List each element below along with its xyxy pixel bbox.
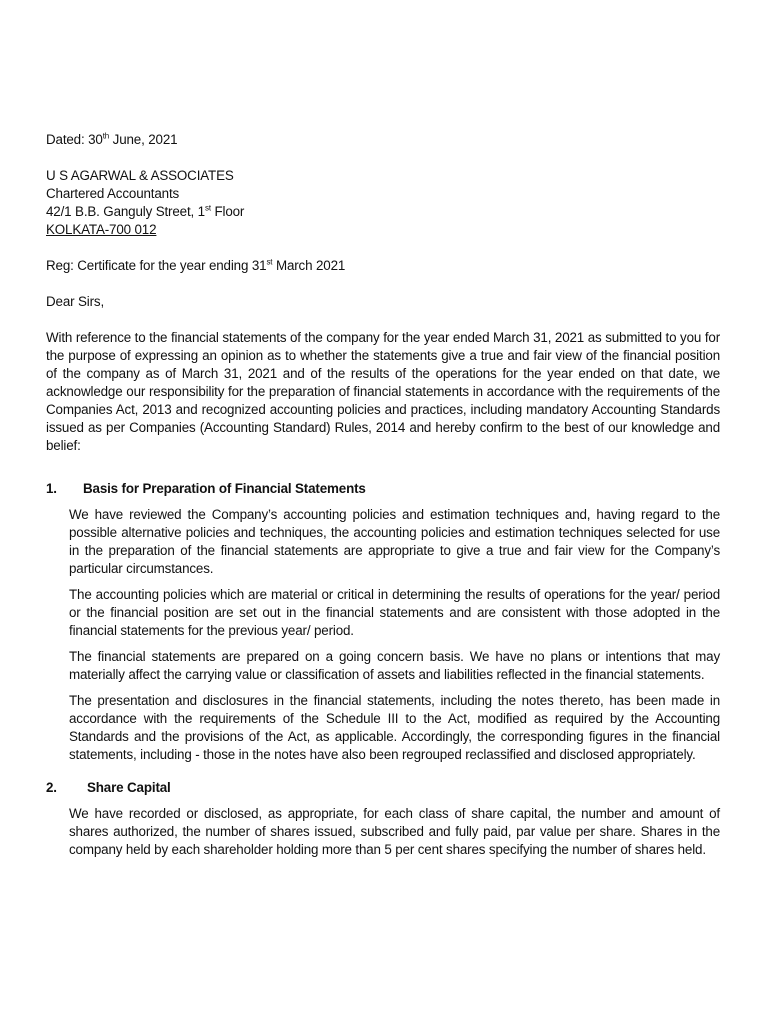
paragraph: The accounting policies which are material or critical in determining the results of operations for the year/ period or the financial position are set out in the financial statements and are consistent with those adopted in the financial statements for the previous year/ period. [69,587,720,638]
city-line: KOLKATA-700 012 [46,222,157,237]
street-address: 42/1 B.B. Ganguly Street, 1st Floor [46,203,245,219]
firm-name: U S AGARWAL & ASSOCIATES [46,168,234,183]
paragraph: We have reviewed the Company’s accounting policies and estimation techniques and, having regard to the possible alternative policies and techniques, the accounting policies and estimation techniques selected for use in the preparation of the financial statements are appropriate to give a true and fair view for the Company’s particular circumstances. [69,507,720,576]
paragraph: The financial statements are prepared on a going concern basis. We have no plans or intentions that may materially affect the carrying value or classification of assets and liabilities reflected in the financial statements. [69,649,720,682]
section-heading-2 [46,779,720,797]
intro-paragraph: With reference to the financial statements of the company for the year ended March 31, 2021 as submitted to you for the purpose of expressing an opinion as to whether the statements give a true and fair view of the financial position of the company as of March 31, 2021 and of the results of the operations for the year ended on that date, we acknowledge our responsibility for the preparation of financial statements in accordance with the requirements of the Companies Act, 2013 and recognized accounting policies and practices, including mandatory Accounting Standards issued as per Companies (Accounting Standard) Rules, 2014 and hereby confirm to the best of our knowledge and belief: [46,330,720,453]
section-number: 1. [46,481,57,496]
section-number: 2. [46,780,57,795]
paragraph: The presentation and disclosures in the financial statements, including the notes thereto, has been made in accordance with the requirements of the Schedule III to the Act, modified as required by the Accounting Standards and the provisions of the Act, as applicable. Accordingly, the corresponding figures in the financial statements, including - those in the notes have also been regrouped reclassified and disclosed appropriately. [69,693,720,762]
section-body-1 [69,506,720,764]
section-heading-1 [46,480,720,498]
letter-page [46,131,720,867]
reg-line: Reg: Certificate for the year ending 31st March 2021 [46,257,346,273]
section-title: Basis for Preparation of Financial Statements [83,481,366,496]
firm-designation: Chartered Accountants [46,186,180,201]
salutation: Dear Sirs, [46,294,105,309]
paragraph: We have recorded or disclosed, as appropriate, for each class of share capital, the number and amount of shares authorized, the number of shares issued, subscribed and fully paid, par value per share. Shares in the company held by each shareholder holding more than 5 per cent shares specifying the number of shares held. [69,806,720,857]
section-body-2 [69,805,720,859]
section-title: Share Capital [87,780,171,795]
dated-line: Dated: 30th June, 2021 [46,131,178,147]
recipient-address [46,167,720,239]
